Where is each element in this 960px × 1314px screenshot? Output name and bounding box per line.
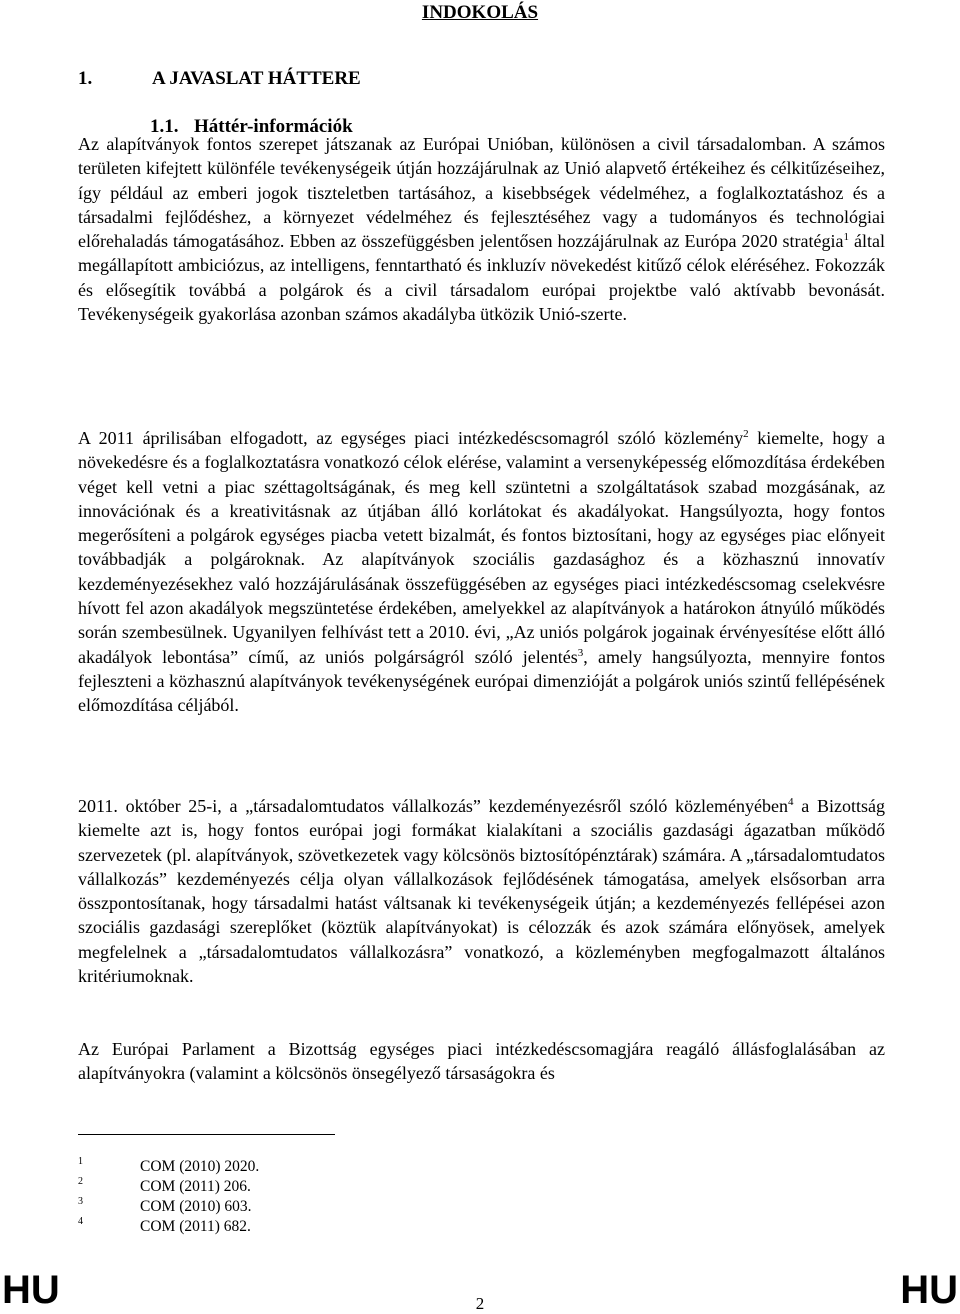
footnote-mark: 3 bbox=[78, 1196, 83, 1207]
page-number: 2 bbox=[475, 1294, 485, 1313]
footnote-text: COM (2010) 2020. bbox=[140, 1158, 260, 1175]
footnote-text: COM (2011) 206. bbox=[140, 1178, 251, 1195]
paragraph-1 bbox=[78, 132, 885, 326]
section-number: 1. bbox=[78, 68, 93, 89]
footnote-text: COM (2011) 682. bbox=[140, 1218, 251, 1235]
language-code-left: HU bbox=[2, 1268, 60, 1312]
footnote-ref: 4 bbox=[788, 796, 794, 808]
paragraph-text: , amely hangsúlyozta, mennyire fontos fejleszteni a közhasznú alapítványok tevékenységének európai dimenzióját a polgárok uniós szintű fellépésének előmozdítása céljából. bbox=[78, 646, 885, 716]
paragraph-4 bbox=[78, 1037, 885, 1086]
footnote-mark: 1 bbox=[78, 1156, 83, 1167]
language-code-right: HU bbox=[900, 1268, 958, 1312]
paragraph-3 bbox=[78, 794, 885, 988]
footnote-mark: 4 bbox=[78, 1216, 83, 1227]
footnote-ref: 1 bbox=[843, 231, 849, 244]
footnote-mark: 2 bbox=[78, 1176, 83, 1187]
paragraph-text: Az Európai Parlament a Bizottság egységes piaci intézkedéscsomagjára reagáló állásfoglalásában az alapítványokra (valamint a kölcsönös önsegélyező társaságokra és bbox=[78, 1039, 885, 1084]
paragraph-2 bbox=[78, 426, 885, 718]
section-heading bbox=[78, 68, 361, 90]
subsection-title: Háttér-információk bbox=[194, 116, 353, 137]
document-title: INDOKOLÁS bbox=[421, 2, 539, 23]
footnotes bbox=[78, 1157, 259, 1237]
section-title: A JAVASLAT HÁTTERE bbox=[152, 68, 361, 89]
subsection-number: 1.1. bbox=[150, 116, 179, 137]
paragraph-text: által megállapított ambiciózus, az intelligens, fenntartható és inkluzív növekedést kitűző célok eléréséhez. Fokozzák és elősegítik továbbá a polgárok és a civil társadalom európai projektbe való aktívabb bevonását. Tevékenységeik gyakorlása azonban számos akadályba ütközik Unió-szerte. bbox=[78, 231, 885, 325]
paragraph-text: a Bizottság kiemelte azt is, hogy fontos európai jogi formákat kialakítani a szociális gazdasági ágazatban működő szervezetek (pl. alapítványok, szövetkezetek vagy kölcsönös biztosítópénztárak) számára. A „társadalomtudatos vállalkozás” kezdeményezés célja olyan vállalkozások fejlődésének támogatása, amelyek elsősorban arra összpontosítanak, hogy társadalmi hatást váltsanak ki tevékenységeik útján; a kezdeményezés fellépései azon szociális gazdasági szereplőket (köztük alapítványokat) is célozzák és azok számára előnyösek, amelyek megfelelnek a „társadalomtudatos vállalkozásra” vonatkozó, a közleményben megfogalmazott általános kritériumoknak. bbox=[78, 796, 886, 987]
footnote bbox=[78, 1217, 259, 1237]
footnote-ref: 2 bbox=[743, 428, 749, 440]
paragraph-text: Az alapítványok fontos szerepet játszanak az Európai Unióban, különösen a civil társadalomban. A számos területen kifejtett különféle tevékenységeik útján hozzájárulnak az Unió alapvető értékeihez és célkitűzéseihez, így például az emberi jogok tiszteletben tartásához, a kisebbségek védelméhez, a foglalkoztatáshoz és a társadalmi fejlődéshez, a környezet védelméhez és fejlesztéséhez vagy a tudományos és technológiai előrehaladás támogatásához. Ebben az összefüggésben jelentősen hozzájárulnak az Európa 2020 stratégia bbox=[78, 134, 885, 252]
paragraph-text: A 2011 áprilisában elfogadott, az egységes piaci intézkedéscsomagról szóló közlemény bbox=[78, 428, 744, 448]
paragraph-text: 2011. október 25-i, a „társadalomtudatos vállalkozás” kezdeményezésről szóló közleményében bbox=[78, 796, 789, 816]
footnote-text: COM (2010) 603. bbox=[140, 1198, 252, 1215]
paragraph-text: kiemelte, hogy a növekedésre és a foglalkoztatásra vonatkozó célok elérése, valamint a versenyképesség előmozdítása érdekében véget kell vetni a piac széttagoltságának, és meg kell szüntetni a szolgáltatások szabad mozgásának, az innovációnak és a kreativitásnak az útjában álló korlátokat és akadályokat. Hangsúlyozta, hogy fontos megerősíteni a polgárok egységes piacba vetett bizalmát, és fontos biztosítani, hogy az egységes piac előnyeit továbbadják a polgároknak. Az alapítványok szociális gazdasághoz és a közhasznú innovatív kezdeményezésekhez való hozzájárulásának összefüggésében az egységes piaci intézkedéscsomag cselekvésre hívott fel azon akadályok megszüntetése érdekében, amelyekkel az alapítványok a határokon átnyúló működés során szembesülnek. Ugyanilyen felhívást tett a 2010. évi, „Az uniós polgárok jogainak érvényesítése előtt álló akadályok lebontása” című, az uniós polgárságról szóló jelentés bbox=[78, 428, 885, 667]
footnote-ref: 3 bbox=[577, 646, 584, 659]
footnote-separator bbox=[78, 1134, 335, 1135]
